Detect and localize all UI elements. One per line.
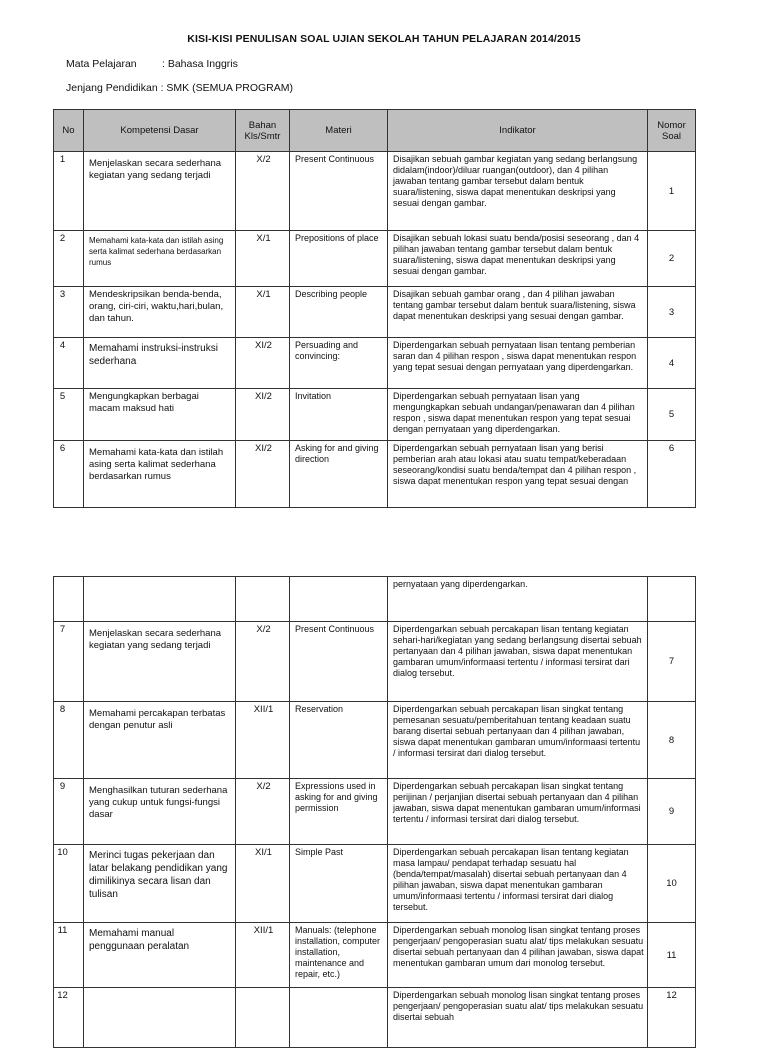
row-kompetensi: Mengungkapkan berbagai macam maksud hati: [84, 389, 236, 441]
table-row: [54, 577, 696, 622]
row-bahan: [236, 988, 290, 1048]
row-kompetensi: Memahami manual penggunaan peralatan: [84, 923, 236, 988]
table-row: [54, 152, 696, 231]
row-indikator: Diperdengarkan sebuah monolog lisan singkat tentang proses pengerjaan/ pengoperasian suatu alat/ tips melakukan sesuatu disertai sebuah: [388, 988, 648, 1048]
row-nomor-soal: 9: [648, 779, 696, 845]
row-indikator: Diperdengarkan sebuah pernyataan lisan tentang pemberian saran dan 4 pilihan respon , siswa dapat menentukan respon yang tepat sesuai dengan pernyataan yang diperdengarkan.: [388, 338, 648, 389]
row-nomor-soal: 3: [648, 287, 696, 338]
row-no: 3: [54, 287, 84, 338]
row-materi: Asking for and giving direction: [290, 441, 388, 508]
row-no: 8: [54, 702, 84, 779]
row-no: 11: [54, 923, 84, 988]
row-indikator: Disajikan sebuah gambar orang , dan 4 pilihan jawaban tentang gambar tersebut dalam bentuk suara/listening, siswa dapat menentukan deskripsi yang sesuai dengan gambar.: [388, 287, 648, 338]
table-row: [54, 231, 696, 287]
row-bahan: X/2: [236, 152, 290, 231]
row-kompetensi: Mendeskripsikan benda-benda, orang, ciri-ciri, waktu,hari,bulan, dan tahun.: [84, 287, 236, 338]
header-materi: Materi: [290, 110, 388, 152]
header-no: No: [54, 110, 84, 152]
row-no: [54, 577, 84, 622]
row-indikator: Diperdengarkan sebuah pernyataan lisan yang mengungkapkan sebuah undangan/penawaran dan 4 pilihan respon , siswa dapat menentukan respon yang tepat sesuai dengan pernyataan yang diperdengarkan.: [388, 389, 648, 441]
row-nomor-soal: 6: [648, 441, 696, 508]
row-nomor-soal: 2: [648, 231, 696, 287]
table-row: [54, 988, 696, 1048]
row-materi: Reservation: [290, 702, 388, 779]
row-bahan: X/1: [236, 231, 290, 287]
row-indikator: Diperdengarkan sebuah percakapan lisan singkat tentang pemesanan sesuatu/pemberitahuan tentang keadaan suatu barang disertai sebuah pertanyaan dan 4 pilihan jawaban, siswa dapat menentukan gambaran umum/informaasi tertentu / informasi tersirat dari dialog tersebut.: [388, 702, 648, 779]
row-indikator: Diperdengarkan sebuah percakapan lisan tentang kegiatan sehari-hari/kegiatan yang sedang berlangsung disertai sebuah pertanyaan dan 4 pilihan jawaban, siswa dapat menentukan gambaran umum/informaasi tertentu / informasi tersirat dari dialog tersebut.: [388, 622, 648, 702]
row-kompetensi: Memahami percakapan terbatas dengan penutur asli: [84, 702, 236, 779]
row-bahan: XII/1: [236, 923, 290, 988]
row-kompetensi: [84, 577, 236, 622]
row-no: 12: [54, 988, 84, 1048]
row-nomor-soal: 7: [648, 622, 696, 702]
row-bahan: XI/2: [236, 338, 290, 389]
row-no: 9: [54, 779, 84, 845]
level-label: Jenjang Pendidikan: [66, 82, 158, 94]
subject-label: Mata Pelajaran: [66, 58, 137, 70]
row-kompetensi: Memahami instruksi-instruksi sederhana: [84, 338, 236, 389]
row-bahan: XI/2: [236, 389, 290, 441]
row-bahan: XII/1: [236, 702, 290, 779]
row-no: 6: [54, 441, 84, 508]
row-materi: Prepositions of place: [290, 231, 388, 287]
row-no: 1: [54, 152, 84, 231]
table-row: [54, 702, 696, 779]
kisi-table-page-1: [53, 109, 696, 508]
row-bahan: X/1: [236, 287, 290, 338]
row-materi: Persuading and convincing:: [290, 338, 388, 389]
table-row: [54, 622, 696, 702]
row-materi: Present Continuous: [290, 622, 388, 702]
row-bahan: [236, 577, 290, 622]
row-kompetensi: Menghasilkan tuturan sederhana yang cukup untuk fungsi-fungsi dasar: [84, 779, 236, 845]
row-materi: Invitation: [290, 389, 388, 441]
row-nomor-soal: 4: [648, 338, 696, 389]
table-row: [54, 287, 696, 338]
table-row: [54, 923, 696, 988]
header-kompetensi: Kompetensi Dasar: [84, 110, 236, 152]
row-bahan: X/2: [236, 779, 290, 845]
header-indikator: Indikator: [388, 110, 648, 152]
row-kompetensi: Menjelaskan secara sederhana kegiatan yang sedang terjadi: [84, 152, 236, 231]
row-indikator: Diperdengarkan sebuah percakapan lisan singkat tentang perijinan / perjanjian disertai sebuah pertanyaan dan 4 pilihan jawaban, siswa dapat menentukan gambaran umum/informasi tertentu / informasi tersirat dari dialog tersebut.: [388, 779, 648, 845]
row-materi: Expressions used in asking for and giving permission: [290, 779, 388, 845]
row-nomor-soal: 1: [648, 152, 696, 231]
table-row: [54, 441, 696, 508]
subject-value: : Bahasa Inggris: [162, 58, 238, 70]
row-indikator: Diperdengarkan sebuah percakapan lisan tentang kegiatan masa lampau/ pendapat terhadap sesuatu hal (benda/tempat/masalah) disertai sebuah pertanyaan dan 4 pilihan jawaban, siswa dapat menentukan gambaran umum/informaasi tertentu / informasi tersirat dari dialog tersebut.: [388, 845, 648, 923]
table-row: [54, 338, 696, 389]
row-materi: Present Continuous: [290, 152, 388, 231]
row-indikator-continued: pernyataan yang diperdengarkan.: [388, 577, 648, 622]
header-nomor-soal: Nomor Soal: [648, 110, 696, 152]
row-no: 10: [54, 845, 84, 923]
row-materi: Describing people: [290, 287, 388, 338]
row-nomor-soal: 10: [648, 845, 696, 923]
row-no: 2: [54, 231, 84, 287]
row-kompetensi: Memahami kata-kata dan istilah asing serta kalimat sederhana berdasarkan rumus: [84, 231, 236, 287]
level-row: [66, 82, 293, 94]
row-indikator: Diperdengarkan sebuah monolog lisan singkat tentang proses pengerjaan/ pengoperasian suatu alat/ tips melakukan sesuatu disertai sebuah pertanyaan dan 4 pilihan jawaban, siswa dapat menentukan gambaran umum dari monolog tersebut.: [388, 923, 648, 988]
subject-row: [66, 58, 238, 70]
table-row: [54, 389, 696, 441]
row-indikator: Diperdengarkan sebuah pernyataan lisan yang berisi pemberian arah atau lokasi atau suatu tempat/keberadaan seseorang/kondisi suatu benda/tempat dan 4 pilihan respon , siswa dapat menentukan respon yang tepat sesuai dengan: [388, 441, 648, 508]
row-indikator: Disajikan sebuah lokasi suatu benda/posisi seseorang , dan 4 pilihan jawaban tentang gambar tersebut dalam bentuk suara/listening, siswa dapat menentukan deskripsi yang sesuai dengan gambar.: [388, 231, 648, 287]
row-kompetensi: Menjelaskan secara sederhana kegiatan yang sedang terjadi: [84, 622, 236, 702]
table-header-row: [54, 110, 696, 152]
row-materi: [290, 988, 388, 1048]
row-bahan: XI/2: [236, 441, 290, 508]
row-materi: [290, 577, 388, 622]
row-nomor-soal: 12: [648, 988, 696, 1048]
row-kompetensi: Merinci tugas pekerjaan dan latar belakang pendidikan yang dimilikinya secara lisan dan tulisan: [84, 845, 236, 923]
row-bahan: XI/1: [236, 845, 290, 923]
row-no: 4: [54, 338, 84, 389]
row-kompetensi: [84, 988, 236, 1048]
table-row: [54, 845, 696, 923]
header-bahan: Bahan Kls/Smtr: [236, 110, 290, 152]
kisi-table-page-2: [53, 576, 696, 1048]
row-indikator: Disajikan sebuah gambar kegiatan yang sedang berlangsung didalam(indoor)/diluar ruangan(outdoor), dan 4 pilihan jawaban tentang gambar tersebut dalam bentuk suara/listening, siswa dapat menentukan deskripsi yang sesuai dengan gambar.: [388, 152, 648, 231]
level-value: : SMK (SEMUA PROGRAM): [160, 82, 294, 94]
table-row: [54, 779, 696, 845]
row-nomor-soal: [648, 577, 696, 622]
row-materi: Simple Past: [290, 845, 388, 923]
row-nomor-soal: 11: [648, 923, 696, 988]
row-materi: Manuals: (telephone installation, computer installation, maintenance and repair, etc.): [290, 923, 388, 988]
row-nomor-soal: 8: [648, 702, 696, 779]
row-bahan: X/2: [236, 622, 290, 702]
document-title: KISI-KISI PENULISAN SOAL UJIAN SEKOLAH TAHUN PELAJARAN 2014/2015: [187, 33, 581, 45]
row-no: 5: [54, 389, 84, 441]
row-no: 7: [54, 622, 84, 702]
row-nomor-soal: 5: [648, 389, 696, 441]
row-kompetensi: Memahami kata-kata dan istilah asing serta kalimat sederhana berdasarkan rumus: [84, 441, 236, 508]
